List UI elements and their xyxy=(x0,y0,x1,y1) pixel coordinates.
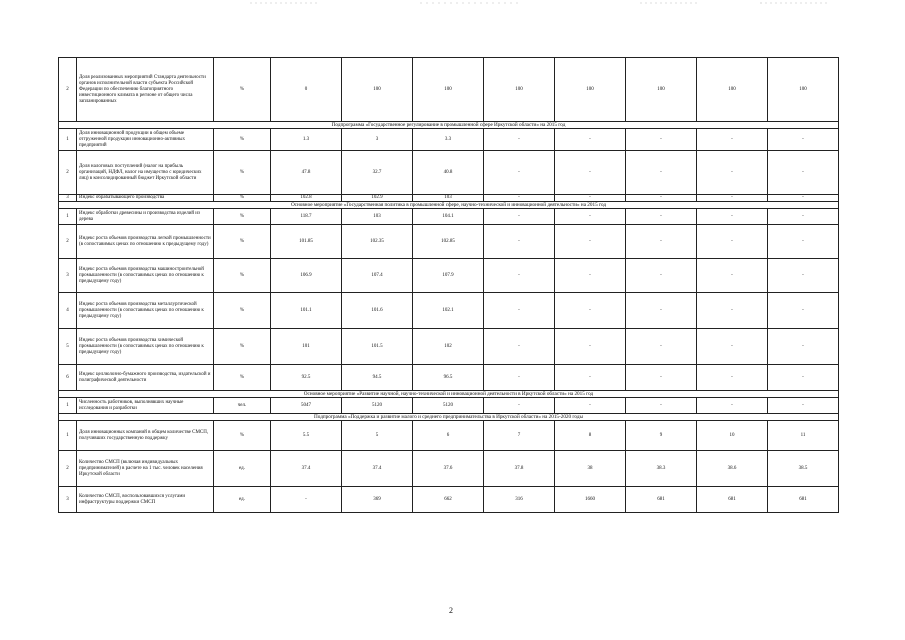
indicator-name: Индекс целлюлозно-бумажного производства, издательской и полиграфической деятельности xyxy=(77,365,214,391)
value-cell: 38.3 xyxy=(626,451,697,487)
value-cell: - xyxy=(697,329,768,365)
value-cell: 7 xyxy=(484,421,555,451)
value-cell: - xyxy=(555,329,626,365)
row-number: 3 xyxy=(59,195,77,202)
indicator-name: Количество СМСП, воспользовавшихся услугами инфраструктуры поддержки СМСП xyxy=(77,487,214,513)
value-cell: - xyxy=(555,398,626,414)
table-row xyxy=(59,398,839,414)
value-cell: 8 xyxy=(555,421,626,451)
value-cell: - xyxy=(626,151,697,195)
indicator-name: Индекс роста объемов производства легкой промышленности (в сопоставимых ценах по отношению к предыдущему году) xyxy=(77,225,214,259)
unit-cell: ед. xyxy=(214,451,271,487)
value-cell: 10 xyxy=(697,421,768,451)
value-cell: 94.5 xyxy=(342,365,413,391)
value-cell: 100 xyxy=(555,58,626,122)
unit-cell: % xyxy=(214,209,271,225)
subprogram-title: Подпрограмма «Поддержка и развитие малого и среднего предпринимательства в Иркутской области» на 2015-2020 годы xyxy=(59,414,839,421)
subprogram-title: Основное мероприятие «Государственная политика в промышленной сфере, научно-технической и инновационной деятельности» на 2015 год xyxy=(59,202,839,209)
value-cell: - xyxy=(484,129,555,151)
row-number: 1 xyxy=(59,421,77,451)
value-cell: 369 xyxy=(342,487,413,513)
value-cell: 101.5 xyxy=(342,329,413,365)
subprogram-header-row xyxy=(59,122,839,129)
value-cell: 37.4 xyxy=(271,451,342,487)
value-cell: - xyxy=(626,259,697,293)
value-cell: - xyxy=(697,151,768,195)
unit-cell: % xyxy=(214,259,271,293)
indicator-name: Индекс роста объемов производства химической промышленности (в сопоставимых ценах по отношению к предыдущему году) xyxy=(77,329,214,365)
row-number: 2 xyxy=(59,58,77,122)
value-cell: - xyxy=(697,129,768,151)
unit-cell: % xyxy=(214,365,271,391)
value-cell: - xyxy=(484,195,555,202)
value-cell: 3.3 xyxy=(413,129,484,151)
table-row xyxy=(59,58,839,122)
value-cell: 100 xyxy=(768,58,839,122)
table-row xyxy=(59,451,839,487)
table-row xyxy=(59,365,839,391)
value-cell: 100 xyxy=(342,58,413,122)
value-cell: - xyxy=(555,195,626,202)
unit-cell: % xyxy=(214,151,271,195)
row-number: 2 xyxy=(59,225,77,259)
value-cell: - xyxy=(697,209,768,225)
value-cell: 38 xyxy=(555,451,626,487)
value-cell: 102.1 xyxy=(413,293,484,329)
value-cell: 38.6 xyxy=(697,451,768,487)
value-cell: - xyxy=(697,365,768,391)
table-row xyxy=(59,487,839,513)
value-cell: 6 xyxy=(413,421,484,451)
value-cell: - xyxy=(697,195,768,202)
row-number: 6 xyxy=(59,365,77,391)
value-cell: 5120 xyxy=(342,398,413,414)
indicator-name: Доля налоговых поступлений (налог на прибыль организаций, НДФЛ, налог на имущество с юридических лиц) в консолидированный бюджет Иркутской области xyxy=(77,151,214,195)
value-cell: 100 xyxy=(626,58,697,122)
value-cell: - xyxy=(555,259,626,293)
value-cell: - xyxy=(484,259,555,293)
value-cell: - xyxy=(484,225,555,259)
table-row xyxy=(59,209,839,225)
value-cell: 106.9 xyxy=(271,259,342,293)
unit-cell: % xyxy=(214,421,271,451)
subprogram-title: Подпрограмма «Государственное регулирование в промышленной сфере Иркутской области» на 2015 год xyxy=(59,122,839,129)
subprogram-title: Основное мероприятие «Развитие научной, научно-технической и инновационной деятельности в Иркутской области» на 2015 год xyxy=(59,391,839,398)
table-row xyxy=(59,195,839,202)
value-cell: 101.6 xyxy=(342,293,413,329)
value-cell: 11 xyxy=(768,421,839,451)
value-cell: - xyxy=(555,293,626,329)
value-cell: 118.7 xyxy=(271,209,342,225)
row-number: 3 xyxy=(59,259,77,293)
value-cell: 38.5 xyxy=(768,451,839,487)
unit-cell: ед. xyxy=(214,487,271,513)
unit-cell: % xyxy=(214,195,271,202)
unit-cell: % xyxy=(214,58,271,122)
table-row xyxy=(59,129,839,151)
value-cell: - xyxy=(626,365,697,391)
value-cell: - xyxy=(768,259,839,293)
value-cell: 47.8 xyxy=(271,151,342,195)
value-cell: - xyxy=(484,365,555,391)
value-cell: - xyxy=(484,329,555,365)
value-cell: 5 xyxy=(342,421,413,451)
value-cell: 5120 xyxy=(413,398,484,414)
value-cell: 101.85 xyxy=(271,225,342,259)
value-cell: 101 xyxy=(271,329,342,365)
value-cell: - xyxy=(555,129,626,151)
value-cell: 92.5 xyxy=(271,365,342,391)
row-number: 1 xyxy=(59,209,77,225)
subprogram-header-row xyxy=(59,391,839,398)
table-row xyxy=(59,329,839,365)
value-cell: - xyxy=(697,225,768,259)
value-cell: 104.1 xyxy=(413,209,484,225)
indicator-name: Индекс обрабатывающего производства xyxy=(77,195,214,202)
row-number: 3 xyxy=(59,487,77,513)
row-number: 2 xyxy=(59,151,77,195)
page-number: 2 xyxy=(449,606,453,615)
value-cell: - xyxy=(768,129,839,151)
row-number: 5 xyxy=(59,329,77,365)
value-cell: 102.8 xyxy=(271,195,342,202)
value-cell: - xyxy=(626,209,697,225)
unit-cell: % xyxy=(214,225,271,259)
row-number: 1 xyxy=(59,129,77,151)
table-row xyxy=(59,259,839,293)
indicator-name: Индекс роста объемов производства машиностроительной промышленности (в сопоставимых ценах по отношению к предыдущему году) xyxy=(77,259,214,293)
value-cell: 37.8 xyxy=(484,451,555,487)
value-cell: - xyxy=(484,293,555,329)
subprogram-header-row xyxy=(59,202,839,209)
indicator-name: Доля инновационной продукции в общем объеме отгруженной продукции инновационно-активных предприятий xyxy=(77,129,214,151)
table-row xyxy=(59,151,839,195)
table-row xyxy=(59,421,839,451)
value-cell: - xyxy=(697,259,768,293)
value-cell: 37.6 xyxy=(413,451,484,487)
value-cell: - xyxy=(697,293,768,329)
unit-cell: % xyxy=(214,129,271,151)
unit-cell: чел. xyxy=(214,398,271,414)
value-cell: - xyxy=(768,151,839,195)
value-cell: 101.1 xyxy=(271,293,342,329)
indicator-name: Численность работников, выполнявших научные исследования и разработки xyxy=(77,398,214,414)
value-cell: 103 xyxy=(413,195,484,202)
value-cell: - xyxy=(626,329,697,365)
unit-cell: % xyxy=(214,293,271,329)
value-cell: - xyxy=(484,209,555,225)
value-cell: - xyxy=(484,151,555,195)
value-cell: - xyxy=(768,365,839,391)
value-cell: 102.9 xyxy=(342,195,413,202)
indicator-name: Доля реализованных мероприятий Стандарта деятельности органов исполнительной власти субъекта Российской Федерации по обеспечению благоприятного инвестиционного климата в регионе от общего числа запланированных xyxy=(77,58,214,122)
value-cell: - xyxy=(626,398,697,414)
value-cell: - xyxy=(626,225,697,259)
value-cell: 662 xyxy=(413,487,484,513)
value-cell: - xyxy=(626,129,697,151)
value-cell: - xyxy=(768,209,839,225)
unit-cell: % xyxy=(214,329,271,365)
value-cell: 96.5 xyxy=(413,365,484,391)
value-cell: 1660 xyxy=(555,487,626,513)
value-cell: 681 xyxy=(697,487,768,513)
value-cell: 5047 xyxy=(271,398,342,414)
indicator-name: Индекс роста объемов производства металлургической промышленности (в сопоставимых ценах по отношению к предыдущему году) xyxy=(77,293,214,329)
value-cell: 681 xyxy=(626,487,697,513)
value-cell: - xyxy=(768,195,839,202)
indicator-name: Доля инновационных компаний в общем количестве СМСП, получивших государственную поддержку xyxy=(77,421,214,451)
value-cell: 102 xyxy=(413,329,484,365)
indicator-name: Количество СМСП (включая индивидуальных предпринимателей) в расчете на 1 тыс. человек населения Иркутской области xyxy=(77,451,214,487)
value-cell: - xyxy=(768,293,839,329)
scan-top-marks xyxy=(0,0,905,10)
value-cell: - xyxy=(271,487,342,513)
value-cell: 107.4 xyxy=(342,259,413,293)
value-cell: 316 xyxy=(484,487,555,513)
table-row xyxy=(59,225,839,259)
value-cell: - xyxy=(555,151,626,195)
value-cell: 3 xyxy=(342,129,413,151)
value-cell: 103 xyxy=(342,209,413,225)
value-cell: 100 xyxy=(484,58,555,122)
value-cell: - xyxy=(768,225,839,259)
value-cell: 5.5 xyxy=(271,421,342,451)
value-cell: 107.9 xyxy=(413,259,484,293)
value-cell: - xyxy=(626,195,697,202)
value-cell: - xyxy=(768,398,839,414)
value-cell: - xyxy=(484,398,555,414)
value-cell: 102.35 xyxy=(342,225,413,259)
value-cell: 102.85 xyxy=(413,225,484,259)
indicator-name: Индекс обработки древесины и производства изделий из дерева xyxy=(77,209,214,225)
row-number: 4 xyxy=(59,293,77,329)
value-cell: - xyxy=(626,293,697,329)
indicators-table xyxy=(58,57,839,513)
value-cell: 9 xyxy=(626,421,697,451)
value-cell: 32.7 xyxy=(342,151,413,195)
value-cell: 100 xyxy=(413,58,484,122)
value-cell: 0 xyxy=(271,58,342,122)
row-number: 2 xyxy=(59,451,77,487)
row-number: 1 xyxy=(59,398,77,414)
value-cell: 40.8 xyxy=(413,151,484,195)
value-cell: 37.4 xyxy=(342,451,413,487)
value-cell: 100 xyxy=(697,58,768,122)
value-cell: 681 xyxy=(768,487,839,513)
value-cell: - xyxy=(555,225,626,259)
value-cell: 1.3 xyxy=(271,129,342,151)
value-cell: - xyxy=(697,398,768,414)
subprogram-header-row xyxy=(59,414,839,421)
value-cell: - xyxy=(555,365,626,391)
table-row xyxy=(59,293,839,329)
value-cell: - xyxy=(768,329,839,365)
value-cell: - xyxy=(555,209,626,225)
